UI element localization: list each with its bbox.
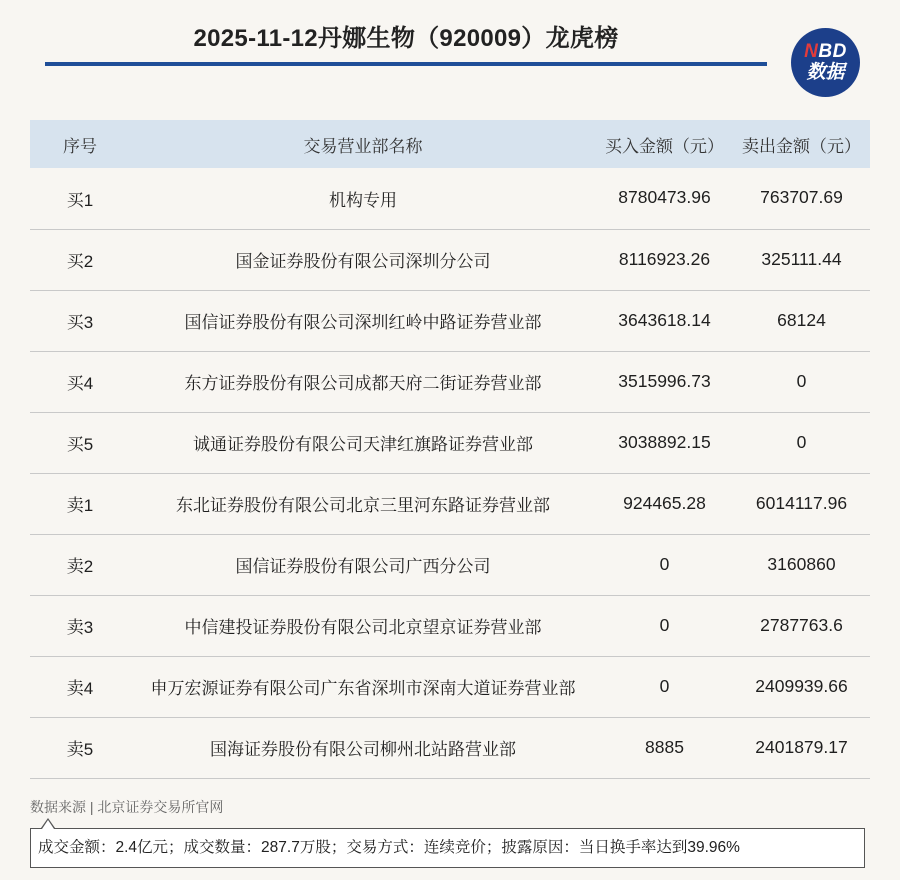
table-row [30,473,870,534]
cell-branch-name: 东北证券股份有限公司北京三里河东路证券营业部 [176,496,550,515]
cell-branch-name: 国金证券股份有限公司深圳分公司 [235,252,491,271]
logo-letters-bd: BD [818,40,847,62]
cell-sell-amount: 6014117.96 [755,492,848,513]
cell-sell-amount: 68124 [777,309,826,330]
cell-seq: 买3 [66,313,94,332]
cell-branch-name: 诚通证券股份有限公司天津红旗路证券营业部 [193,435,533,454]
cell-branch-name: 东方证券股份有限公司成都天府二街证券营业部 [184,374,542,393]
title-underline [45,62,767,66]
logo-text-top [804,42,847,62]
cell-sell-amount: 3160860 [767,553,836,574]
cell-sell-amount: 0 [796,431,807,452]
cell-buy-amount: 8116923.26 [618,248,711,269]
nbd-data-logo [791,28,860,97]
cell-buy-amount: 924465.28 [623,492,706,513]
cell-sell-amount: 2401879.17 [755,736,848,757]
cell-buy-amount: 3515996.73 [618,370,711,391]
cell-seq: 买2 [66,252,94,271]
cell-seq: 卖5 [66,740,94,759]
cell-buy-amount: 8885 [645,736,684,757]
cell-branch-name: 中信建投证券股份有限公司北京望京证券营业部 [184,618,542,637]
cell-branch-name: 申万宏源证券有限公司广东省深圳市深南大道证券营业部 [150,679,576,698]
table-row [30,229,870,290]
cell-seq: 卖3 [66,618,94,637]
dragon-tiger-table [30,120,870,779]
table-row [30,534,870,595]
table-row [30,168,870,229]
cell-seq: 买5 [66,435,94,454]
cell-buy-amount: 3643618.14 [618,309,711,330]
cell-seq: 卖1 [66,496,94,515]
col-header-buy-amount: 买入金额（元） [605,136,724,156]
cell-sell-amount: 763707.69 [760,187,843,208]
cell-sell-amount: 2409939.66 [755,675,848,696]
table-row [30,412,870,473]
table-row [30,595,870,656]
page-title: 2025-11-12丹娜生物（920009）龙虎榜 [193,25,619,52]
trade-summary-note: 成交金额：2.4亿元；成交数量：287.7万股；交易方式：连续竞价；披露原因：当日换手率达到39.96% [30,828,865,868]
table-row [30,290,870,351]
table-header-row [30,120,870,168]
cell-branch-name: 国海证券股份有限公司柳州北站路营业部 [210,740,516,759]
cell-buy-amount: 8780473.96 [618,187,711,208]
col-header-branch-name: 交易营业部名称 [303,136,423,156]
col-header-sell-amount: 卖出金额（元） [742,136,861,156]
cell-seq: 买4 [66,374,94,393]
table-row [30,351,870,412]
cell-sell-amount: 325111.44 [761,248,842,269]
cell-branch-name: 机构专用 [329,190,397,210]
callout-pointer-fill [42,820,54,829]
cell-seq: 买1 [66,190,94,210]
logo-letter-n: N [804,40,819,62]
cell-sell-amount: 0 [796,370,807,391]
cell-branch-name: 国信证券股份有限公司广西分公司 [235,557,491,576]
cell-seq: 卖2 [66,557,94,576]
cell-buy-amount: 3038892.15 [618,431,711,452]
table-row [30,717,870,778]
logo-text-bottom: 数据 [806,61,845,83]
cell-buy-amount: 0 [659,553,670,574]
cell-branch-name: 国信证券股份有限公司深圳红岭中路证券营业部 [184,313,542,332]
cell-sell-amount: 2787763.6 [760,614,843,635]
data-source: 数据来源 | 北京证券交易所官网 [30,799,224,815]
table-row [30,656,870,717]
cell-buy-amount: 0 [659,675,670,696]
col-header-seq: 序号 [63,136,97,156]
cell-buy-amount: 0 [659,614,670,635]
cell-seq: 卖4 [66,679,94,698]
